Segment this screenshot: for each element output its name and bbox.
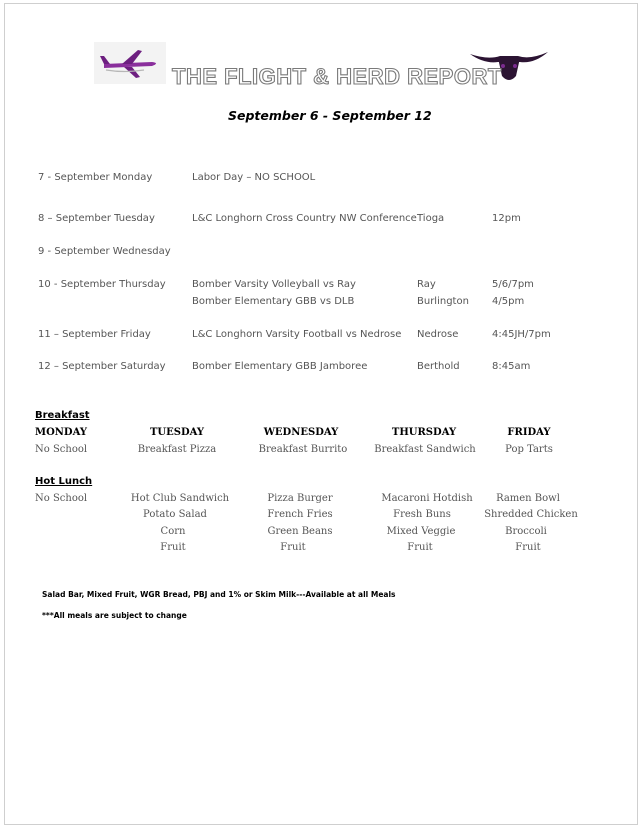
lunch-item: Macaroni Hotdish	[381, 493, 473, 504]
event-time: 8:45am	[492, 361, 531, 372]
lunch-item: French Fries	[267, 509, 333, 520]
lunch-item: Fruit	[160, 542, 186, 553]
event-time: 4/5pm	[492, 296, 525, 307]
lunch-item: Fruit	[280, 542, 306, 553]
meal-change-disclaimer: ***All meals are subject to change	[42, 611, 187, 620]
event-location: Ray	[417, 279, 436, 290]
airplane-logo	[94, 42, 166, 84]
event-time: 12pm	[492, 213, 521, 224]
lunch-item: Hot Club Sandwich	[130, 493, 230, 504]
event-location: Tioga	[417, 213, 445, 224]
lunch-item: Green Beans	[267, 526, 333, 537]
event-day: 7 - September Monday	[38, 172, 153, 183]
lunch-item: Pizza Burger	[267, 493, 333, 504]
breakfast-item: Breakfast Sandwich	[374, 444, 476, 455]
event-day: 10 - September Thursday	[38, 279, 166, 290]
event-name: Bomber Elementary GBB Jamboree	[192, 361, 368, 372]
event-name: L&C Longhorn Varsity Football vs Nedrose	[192, 329, 402, 340]
event-day: 8 – September Tuesday	[38, 213, 155, 224]
event-day: 11 – September Friday	[38, 329, 151, 340]
lunch-item: Ramen Bowl	[496, 493, 560, 504]
lunch-item: No School	[35, 493, 88, 504]
report-page	[4, 3, 638, 825]
lunch-item: Potato Salad	[143, 509, 207, 520]
breakfast-item: No School	[35, 444, 88, 455]
event-name: Labor Day – NO SCHOOL	[192, 172, 316, 183]
event-location: Berthold	[417, 361, 460, 372]
lunch-item: Shredded Chicken	[484, 509, 578, 520]
meal-availability-note: Salad Bar, Mixed Fruit, WGR Bread, PBJ and 1% or Skim Milk---Available at all Meals	[42, 590, 396, 599]
report-title: THE FLIGHT & HERD REPORT	[172, 64, 502, 89]
breakfast-item: Breakfast Pizza	[137, 444, 217, 455]
lunch-item: Broccoli	[505, 526, 547, 537]
event-location: Burlington	[417, 296, 469, 307]
lunch-item: Corn	[160, 526, 186, 537]
event-time: 5/6/7pm	[492, 279, 534, 290]
event-name: Bomber Varsity Volleyball vs Ray	[192, 279, 356, 290]
lunch-item: Fruit	[515, 542, 541, 553]
event-time: 4:45JH/7pm	[492, 329, 551, 340]
day-header: MONDAY	[35, 427, 87, 438]
lunch-item: Fruit	[407, 542, 433, 553]
day-header: THURSDAY	[391, 427, 457, 438]
day-header: WEDNESDAY	[263, 427, 339, 438]
event-name: Bomber Elementary GBB vs DLB	[192, 296, 355, 307]
breakfast-item: Pop Tarts	[505, 444, 553, 455]
event-location: Nedrose	[417, 329, 459, 340]
day-header: TUESDAY	[149, 427, 205, 438]
breakfast-item: Breakfast Burrito	[258, 444, 348, 455]
event-name: L&C Longhorn Cross Country NW Conference	[192, 213, 417, 224]
day-header: FRIDAY	[507, 427, 551, 438]
event-day: 12 – September Saturday	[38, 361, 166, 372]
date-range-subtitle: September 6 - September 12	[228, 108, 432, 123]
lunch-item: Fresh Buns	[393, 509, 451, 520]
event-day: 9 - September Wednesday	[38, 246, 171, 257]
lunch-item: Mixed Veggie	[386, 526, 456, 537]
airplane-icon	[94, 42, 166, 84]
lunch-heading: Hot Lunch	[35, 476, 93, 487]
breakfast-heading: Breakfast	[35, 410, 90, 421]
